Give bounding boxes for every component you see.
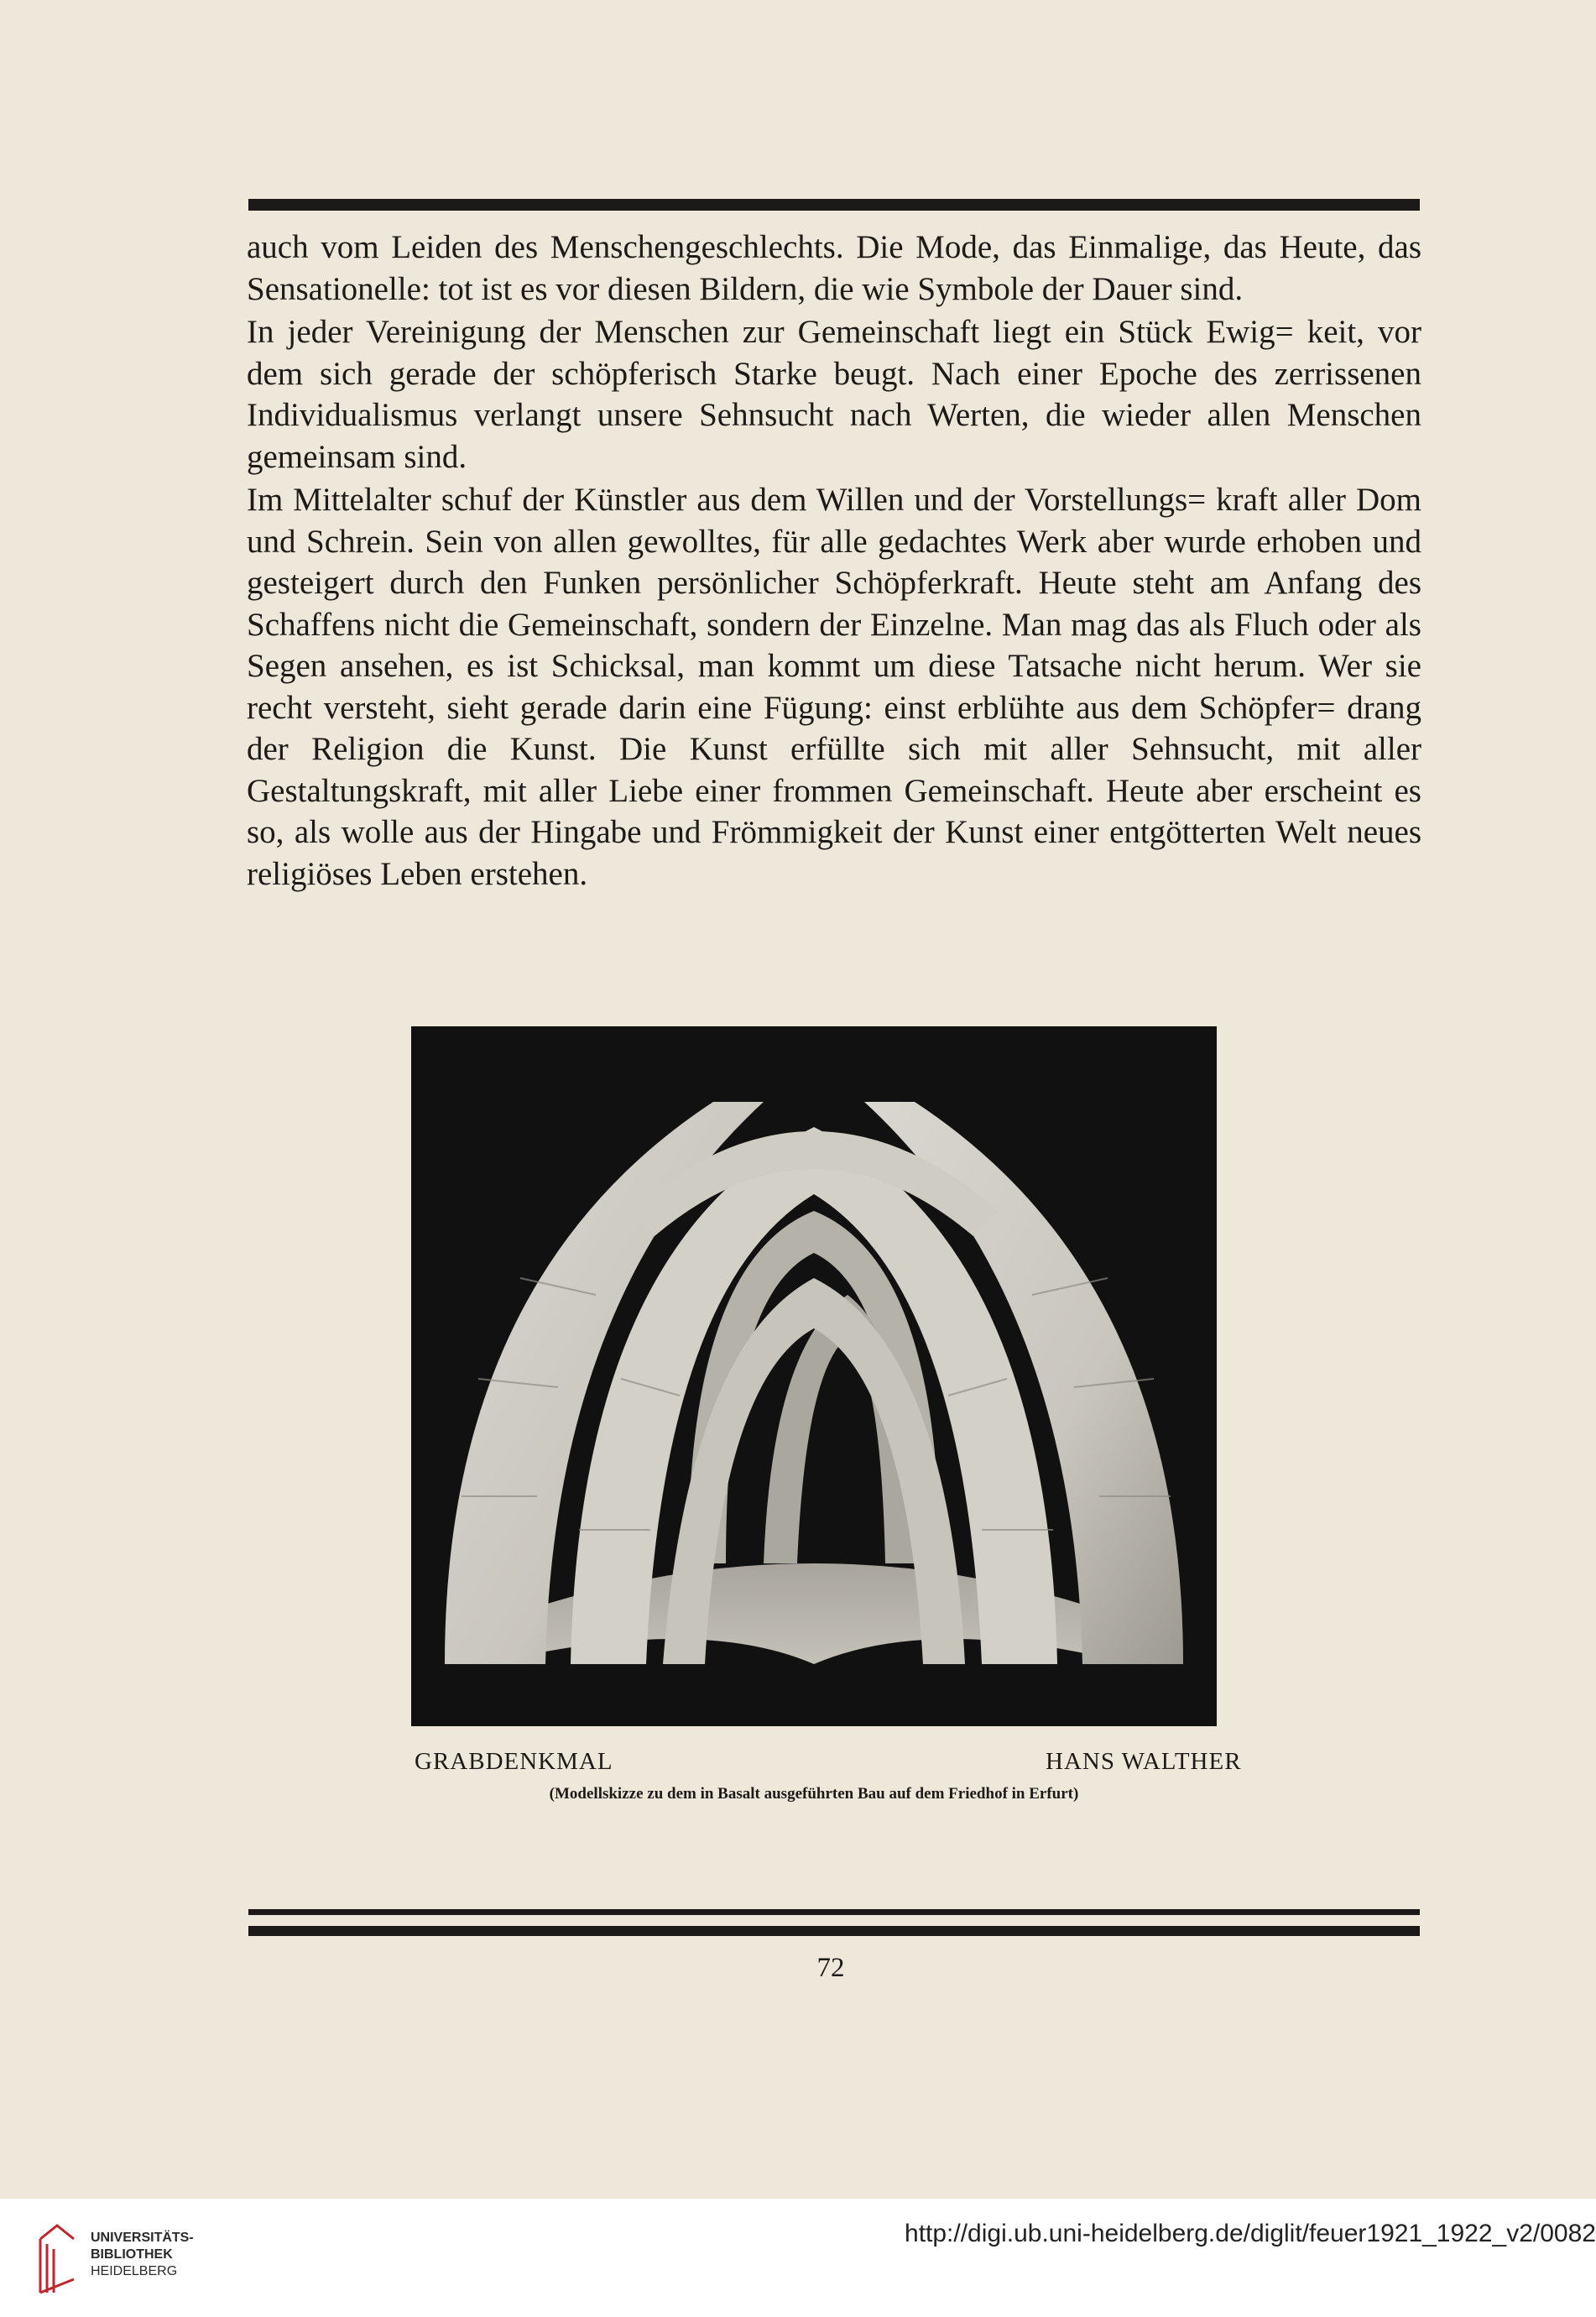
library-line-2: BIBLIOTHEK (91, 2247, 173, 2262)
paragraph-1: auch vom Leiden des Menschengeschlechts. Die Mode, das Einmalige, das Heute, das Sensationelle: tot ist es vor diesen Bildern, die wie Symbole der Dauer sind. (247, 229, 1421, 307)
paragraph-2: In jeder Vereinigung der Menschen zur Gemeinschaft liegt ein Stück Ewig= keit, vor dem sich gerade der schöpferisch Starke beugt. Nach einer Epoche des zerrissenen Individualismus verlangt unsere Sehnsucht nach Werten, die wieder allen Menschen gemeinsam sind. (247, 314, 1421, 475)
library-logo-icon (37, 2222, 77, 2296)
library-name (91, 2230, 194, 2280)
bottom-rule-thin (248, 1909, 1420, 1915)
top-rule (248, 199, 1420, 211)
library-line-3: HEIDELBERG (91, 2264, 178, 2278)
sculpture-illustration (411, 1026, 1217, 1726)
body-text (247, 227, 1421, 895)
caption-subtitle: (Modellskizze zu dem in Basalt ausgeführten Bau auf dem Friedhof in Erfurt) (549, 1785, 1079, 1803)
caption-artist: HANS WALTHER (1046, 1748, 1242, 1775)
footer-bar (0, 2199, 1596, 2317)
library-line-1: UNIVERSITÄTS- (91, 2231, 194, 2245)
page-number: 72 (816, 1953, 845, 1983)
caption-title: GRABDENKMAL (415, 1748, 613, 1775)
sculpture-photograph (411, 1026, 1217, 1726)
paragraph-3: Im Mittelalter schuf der Künstler aus dem Willen und der Vorstellungs= kraft aller Dom und Schrein. Sein von allen gewolltes, für alle gedachtes Werk aber wurde erhoben und gesteigert durch den Funken persönlicher Schöpferkraft. Heute steht am Anfang des Schaffens nicht die Gemeinschaft, sondern der Einzelne. Man mag das als Fluch oder als Segen ansehen, es ist Schicksal, man kommt um diese Tatsache nicht herum. Wer sie recht versteht, sieht gerade darin eine Fügung: einst erblühte aus dem Schöpfer= drang der Religion die Kunst. Die Kunst erfüllte sich mit aller Sehnsucht, mit aller Gestaltungskraft, mit aller Liebe einer frommen Gemeinschaft. Heute aber erscheint es so, als wolle aus der Hingabe und Frömmigkeit der Kunst einer entgötterten Welt neues religiöses Leben erstehen. (247, 482, 1421, 892)
source-url-link[interactable]: http://digi.ub.uni-heidelberg.de/diglit/feuer1921_1922_v2/0082 (905, 2220, 1596, 2247)
bottom-rule-thick (248, 1926, 1420, 1936)
